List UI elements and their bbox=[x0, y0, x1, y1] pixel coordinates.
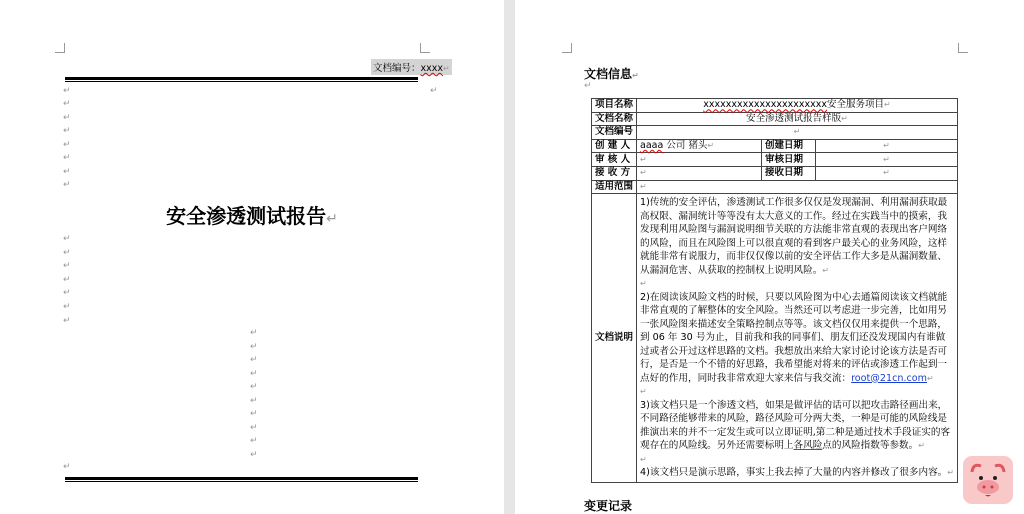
paragraph-mark: ↵ bbox=[250, 328, 258, 338]
paragraph-mark: ↵ bbox=[63, 288, 71, 298]
paragraph-mark: ↵ bbox=[63, 302, 71, 312]
paragraph-mark: ↵ bbox=[430, 86, 438, 96]
paragraph-mark: ↵ bbox=[63, 261, 71, 271]
paragraph-mark: ↵ bbox=[250, 422, 258, 433]
label-review-date: 审核日期 bbox=[762, 153, 816, 167]
label-creator: 创 建 人 bbox=[592, 139, 637, 153]
label-doc-name: 文档名称 bbox=[592, 112, 637, 126]
cell-doc-name[interactable]: 安全渗透测试报告样版↵ bbox=[637, 112, 958, 126]
paragraph-mark: ↵ bbox=[63, 86, 71, 96]
section-title-change-log: 变更记录 bbox=[584, 499, 633, 513]
page-cover bbox=[0, 0, 504, 514]
margin-corner-mark bbox=[55, 43, 65, 53]
desc-paragraph-2: 2)在阅读该风险文档的时候，只要以风险图为中心去通篇阅读该文档就能非常直观的了解整体的安全风险。当然还可以考虑进一步完善，比如用另一张风险图来描述安全策略控制点等等。该文档仅仅用来提供一个思路，到 06 年 30 号为止，目前我和我的同事们、朋友们还没发现国内有谁做过或者公开过这样思路的文档。我想放出来给大家讨论讨论该方法是否可行，是否是一个不错的好思路，我希望能对将来的评估或渗透工作起到一点好的作用，同时我非常欢迎大家来信与我交流：root@21cn.com↵ bbox=[640, 291, 948, 384]
document-title[interactable]: 安全渗透测试报告↵ bbox=[166, 204, 338, 228]
cell-project-name[interactable]: xxxxxxxxxxxxxxxxxxxxxx安全服务项目↵ bbox=[637, 99, 958, 113]
paragraph-mark: ↵ bbox=[250, 449, 258, 460]
desc-paragraph-1: 1)传统的安全评估，渗透测试工作很多仅仅是发现漏洞、利用漏洞获取最高权限、漏洞统计等等没有太大意义的工作。经过在实践当中的摸索，我发现利用风险图与漏洞说明细节关联的方法能非常直观的表现出客户网络的风险，而且在风险图上可以很直观的看到客户最关心的业务风险，这样就能非常有说服力，而非仅仅像以前的安全评估工作大多是从漏洞数量、从漏洞危害、从获取的控制权上说明风险。↵ bbox=[640, 197, 948, 276]
cell-reviewer[interactable]: ↵ bbox=[637, 153, 762, 167]
paragraph-mark: ↵ bbox=[63, 153, 71, 163]
footer-rule bbox=[65, 477, 418, 482]
paragraph-mark: ↵ bbox=[63, 248, 71, 258]
paragraph-mark: ↵ bbox=[63, 275, 71, 285]
cell-receive-date[interactable]: ↵ bbox=[816, 166, 958, 180]
label-create-date: 创建日期 bbox=[762, 139, 816, 153]
label-receive-date: 接收日期 bbox=[762, 166, 816, 180]
paragraph-mark: ↵ bbox=[63, 234, 71, 244]
paragraph-mark: ↵ bbox=[63, 180, 71, 190]
page-doc-info: 文档信息↵ ↵ 项目名称 xxxxxxxxxxxxxxxxxxxxxx安全服务项目↵ 文档名称 安全渗透测试报告样版↵ 文档编号 ↵ 创 建 人 aaaa 公司 猪头↵ 创建日期 ↵ 审 核 人 ↵ 审核日期 ↵ 接 收 方 ↵ 接收日期 ↵ 适用范围 ↵ 文档说明 1)传统的安全评估，渗透测试工作很多仅仅是发现漏洞、利用漏洞获取最高权限、漏洞统计等等没有太大意义的工作。经过在实践当中的摸索，我发现利用风险图与漏洞说明细节关联的方法能非常直观的表现出客户网络的风险，而且在风险图上可以很直观的看到客户最关心的业务风险，这样就能非常有说服力，而非仅仅像以前的安全评估工作大多是从漏洞数量、从漏洞危害、从获取的控制权上说明风险。↵ ↵ 2)在阅读该风险文档的时候，只要以风险图为中心去通篇阅读该文档就能非常直观的了解整体的安全风险。当然还可以考虑进一步完善，比如用另一张风险图来描述安全策略控制点等等。该文档仅仅用来提供一个思路，到 06 年 30 号为止，目前我和我的同事们、朋友们还没发现国内有谁做过或者公开过这样思路的文档。我想放出来给大家讨论讨论该方法是否可行，是否是一个不错的好思路，我希望能对将来的评估或渗透工作起到一点好的作用，同时我非常欢迎大家来信与我交流：root@21cn.com↵ ↵ 3)该文档只是一个渗透文档，如果是做评估的话可以把攻击路径画出来，不同路径能够带来的风险，路径风险可分两大类，一种是可能的风险线是推演出来的并不一定发生或可以立即证明,第二种是通过技术手段证实的客观存在的风险线。另外还需要标明上各风险点的风险指数等参数。↵ ↵ 4)该文档只是演示思路，事实上我去掉了大量的内容并修改了很多内容。↵ 变更记录 bbox=[515, 0, 1024, 514]
desc-paragraph-4: 4)该文档只是演示思路，事实上我去掉了大量的内容并修改了很多内容。↵ bbox=[640, 467, 954, 479]
doc-info-table bbox=[591, 98, 958, 483]
paragraph-mark: ↵ bbox=[63, 316, 71, 326]
email-link[interactable]: root@21cn.com bbox=[851, 372, 928, 384]
margin-corner-mark bbox=[562, 43, 572, 53]
label-description: 文档说明 bbox=[592, 194, 637, 483]
header-value: xxxx bbox=[420, 63, 444, 74]
header-label: 文档编号： bbox=[373, 63, 421, 74]
paragraph-mark: ↵ bbox=[250, 355, 258, 365]
pig-app-icon[interactable] bbox=[963, 456, 1013, 504]
label-receiver: 接 收 方 bbox=[592, 166, 637, 180]
cell-scope[interactable]: ↵ bbox=[637, 180, 958, 194]
label-project-name: 项目名称 bbox=[592, 99, 637, 113]
cell-receiver[interactable]: ↵ bbox=[637, 166, 762, 180]
paragraph-mark: ↵ bbox=[250, 409, 258, 419]
paragraph-mark: ↵ bbox=[63, 167, 71, 177]
paragraph-mark: ↵ bbox=[250, 395, 258, 406]
paragraph-mark: ↵ bbox=[63, 113, 71, 123]
desc-paragraph-3: 3)该文档只是一个渗透文档，如果是做评估的话可以把攻击路径画出来，不同路径能够带来的风险，路径风险可分两大类，一种是可能的风险线是推演出来的并不一定发生或可以立即证明,第二种是通过技术手段证实的客观存在的风险线。另外还需要标明上各风险点的风险指数等参数。↵ bbox=[640, 399, 951, 452]
header-rule bbox=[65, 77, 418, 82]
cell-doc-no[interactable]: ↵ bbox=[637, 126, 958, 140]
margin-corner-mark bbox=[958, 43, 968, 53]
label-scope: 适用范围 bbox=[592, 180, 637, 194]
paragraph-mark: ↵ bbox=[250, 436, 258, 446]
label-reviewer: 审 核 人 bbox=[592, 153, 637, 167]
label-doc-no: 文档编号 bbox=[592, 126, 637, 140]
margin-corner-mark bbox=[420, 43, 430, 53]
paragraph-mark: ↵ bbox=[63, 126, 71, 136]
paragraph-mark: ↵ bbox=[250, 368, 258, 379]
cell-create-date[interactable]: ↵ bbox=[816, 139, 958, 153]
header-doc-number[interactable]: 文档编号：xxxx↵ bbox=[371, 59, 452, 75]
paragraph-mark: ↵ bbox=[63, 140, 71, 150]
paragraph-mark: ↵ bbox=[250, 341, 258, 352]
paragraph-mark: ↵ bbox=[250, 382, 258, 392]
cell-description[interactable]: 1)传统的安全评估，渗透测试工作很多仅仅是发现漏洞、利用漏洞获取最高权限、漏洞统计等等没有太大意义的工作。经过在实践当中的摸索，我发现利用风险图与漏洞说明细节关联的方法能非常直观的表现出客户网络的风险，而且在风险图上可以很直观的看到客户最关心的业务风险，这样就能非常有说服力，而非仅仅像以前的安全评估工作大多是从漏洞数量、从漏洞危害、从获取的控制权上说明风险。↵ ↵ 2)在阅读该风险文档的时候，只要以风险图为中心去通篇阅读该文档就能非常直观的了解整体的安全风险。当然还可以考虑进一步完善，比如用另一张风险图来描述安全策略控制点等等。该文档仅仅用来提供一个思路，到 06 年 30 号为止，目前我和我的同事们、朋友们还没发现国内有谁做过或者公开过这样思路的文档。我想放出来给大家讨论讨论该方法是否可行，是否是一个不错的好思路，我希望能对将来的评估或渗透工作起到一点好的作用，同时我非常欢迎大家来信与我交流：root@21cn.com↵ ↵ 3)该文档只是一个渗透文档，如果是做评估的话可以把攻击路径画出来，不同路径能够带来的风险，路径风险可分两大类，一种是可能的风险线是推演出来的并不一定发生或可以立即证明,第二种是通过技术手段证实的客观存在的风险线。另外还需要标明上各风险点的风险指数等参数。↵ ↵ 4)该文档只是演示思路，事实上我去掉了大量的内容并修改了很多内容。↵ bbox=[637, 194, 958, 483]
section-title: 文档信息↵ bbox=[584, 67, 639, 81]
paragraph-mark: ↵ bbox=[63, 99, 71, 109]
cell-review-date[interactable]: ↵ bbox=[816, 153, 958, 167]
cell-creator[interactable]: aaaa 公司 猪头↵ bbox=[637, 139, 762, 153]
paragraph-mark: ↵ bbox=[63, 462, 71, 472]
